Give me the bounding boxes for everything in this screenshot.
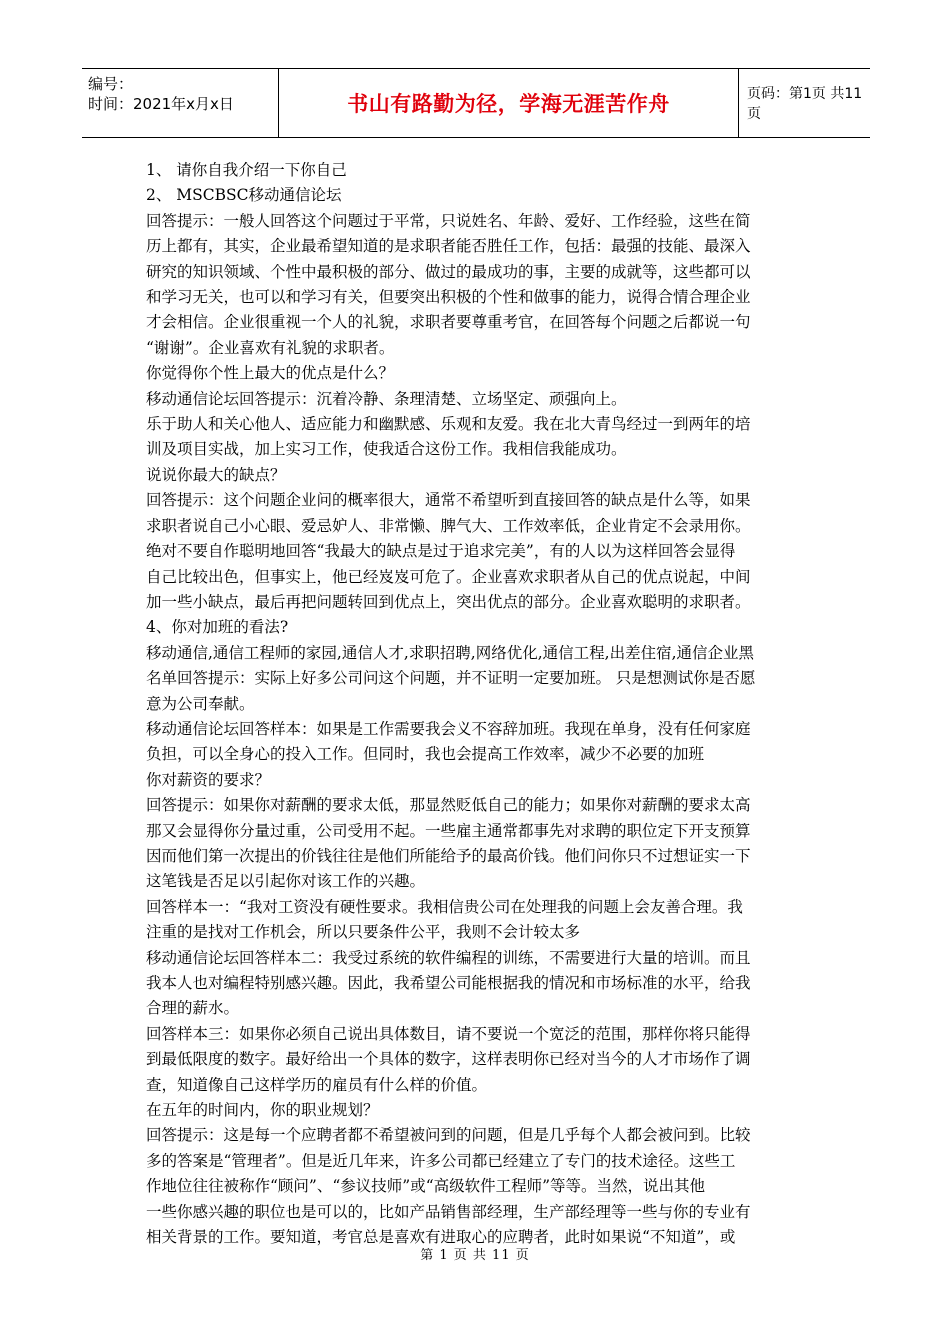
page-footer: 第 1 页 共 11 页: [420, 1248, 530, 1263]
text-line: 研究的知识领域、个性中最积极的部分、做过的最成功的事，主要的成就等，这些都可以: [146, 262, 751, 281]
text-line: 我本人也对编程特别感兴趣。因此，我希望公司能根据我的情况和市场标准的水平，给我: [146, 974, 751, 992]
text-line: 才会相信。企业很重视一个人的礼貌，求职者要尊重考官，在回答每个问题之后都说一句: [146, 313, 751, 332]
number-label: 编号：: [88, 75, 134, 93]
text-line: 因而他们第一次提出的价钱往往是他们所能给予的最高价钱。他们问你只不过想证实一下: [146, 846, 751, 865]
page-info: 页码：第1页 共11页: [747, 86, 863, 122]
text-line: 回答提示：这是每一个应聘者都不希望被问到的问题，但是几乎每个人都会被问到。比较: [146, 1126, 751, 1145]
text-line: 那又会显得你分量过重，公司受用不起。一些雇主通常都事先对求聘的职位定下开支预算: [146, 821, 751, 840]
text-line: 回答提示：如果你对薪酬的要求太低，那显然贬低自己的能力；如果你对薪酬的要求太高: [146, 796, 751, 815]
text-line: 回答提示：一般人回答这个问题过于平常，只说姓名、年龄、爱好、工作经验，这些在简: [146, 211, 751, 230]
text-line: 作地位往往被称作“顾问”、“参议技师”或“高级软件工程师”等等。当然，说出其他: [146, 1177, 706, 1196]
text-line: 和学习无关，也可以和学习有关，但要突出积极的个性和做事的能力，说得合情合理企业: [146, 288, 751, 307]
text-line: 在五年的时间内，你的职业规划？: [146, 1101, 379, 1120]
text-line: 注重的是找对工作机会，所以只要条件公平，我则不会计较太多: [146, 923, 581, 942]
text-line: 移动通信论坛回答样本二：我受过系统的软件编程的训练，不需要进行大量的培训。而且: [146, 948, 751, 967]
text-line: 乐于助人和关心他人、适应能力和幽默感、乐观和友爱。我在北大青鸟经过一到两年的培: [146, 415, 751, 434]
text-line: 合理的薪水。: [146, 999, 240, 1018]
header-meta-cell: [82, 69, 279, 137]
text-line: 求职者说自己小心眼、爱忌妒人、非常懒、脾气大、工作效率低，企业肯定不会录用你。: [146, 516, 751, 535]
motto-text: 书山有路勤为径，学海无涯苦作舟: [279, 69, 739, 137]
text-line: 意为公司奉献。: [146, 694, 255, 713]
text-line: 多的答案是“管理者”。但是近几年来，许多公司都已经建立了专门的技术途径。这些工: [146, 1151, 736, 1170]
text-line: 自己比较出色，但事实上，他已经岌岌可危了。企业喜欢求职者从自己的优点说起，中间: [146, 567, 751, 586]
text-line: 相关背景的工作。要知道，考官总是喜欢有进取心的应聘者，此时如果说“不知道”，或: [146, 1228, 736, 1247]
date-label: 时间：2021年x月x日: [88, 95, 234, 113]
text-line: 1、 请你自我介绍一下你自己: [146, 161, 347, 179]
text-line: 名单回答提示：实际上好多公司问这个问题，并不证明一定要加班。 只是想测试你是否愿: [146, 669, 756, 688]
text-line: 绝对不要自作聪明地回答“我最大的缺点是过于追求完美”，有的人以为这样回答会显得: [146, 542, 736, 561]
text-line: 一些你感兴趣的职位也是可以的，比如产品销售部经理，生产部经理等一些与你的专业有: [146, 1202, 751, 1221]
text-line: 你觉得你个性上最大的优点是什么？: [146, 364, 395, 383]
text-line: 回答样本一：“我对工资没有硬性要求。我相信贵公司在处理我的问题上会友善合理。我: [146, 897, 743, 916]
text-line: 历上都有，其实，企业最希望知道的是求职者能否胜任工作，包括：最强的技能、最深入: [146, 237, 751, 256]
text-line: 你对薪资的要求？: [146, 770, 271, 789]
text-line: 移动通信论坛回答提示：沉着冷静、条理清楚、立场坚定、顽强向上。: [146, 389, 627, 408]
header-table: [82, 68, 870, 138]
text-line: 4、你对加班的看法?: [146, 618, 289, 637]
body-text: [146, 158, 810, 1250]
text-line: 移动通信论坛回答样本：如果是工作需要我会义不容辞加班。我现在单身，没有任何家庭: [146, 719, 751, 738]
text-line: 回答样本三：如果你必须自己说出具体数目，请不要说一个宽泛的范围，那样你将只能得: [146, 1024, 751, 1043]
text-line: 查，知道像自己这样学历的雇员有什么样的价值。: [146, 1075, 488, 1094]
text-line: 说说你最大的缺点？: [146, 465, 286, 484]
text-line: 2、 MSCBSC移动通信论坛: [146, 186, 342, 205]
text-line: 负担，可以全身心的投入工作。但同时，我也会提高工作效率，减少不必要的加班: [146, 745, 705, 764]
text-line: 移动通信,通信工程师的家园,通信人才,求职招聘,网络优化,通信工程,出差住宿,通信企业黑: [146, 643, 754, 662]
text-line: 到最低限度的数字。最好给出一个具体的数字，这样表明你已经对当今的人才市场作了调: [146, 1050, 751, 1069]
text-line: 回答提示：这个问题企业问的概率很大，通常不希望听到直接回答的缺点是什么等，如果: [146, 491, 751, 510]
text-line: “谢谢”。企业喜欢有礼貌的求职者。: [146, 338, 395, 357]
text-line: 加一些小缺点，最后再把问题转回到优点上，突出优点的部分。企业喜欢聪明的求职者。: [146, 592, 751, 611]
text-line: 这笔钱是否足以引起你对该工作的兴趣。: [146, 872, 426, 891]
text-line: 训及项目实战，加上实习工作，使我适合这份工作。我相信我能成功。: [146, 440, 627, 459]
